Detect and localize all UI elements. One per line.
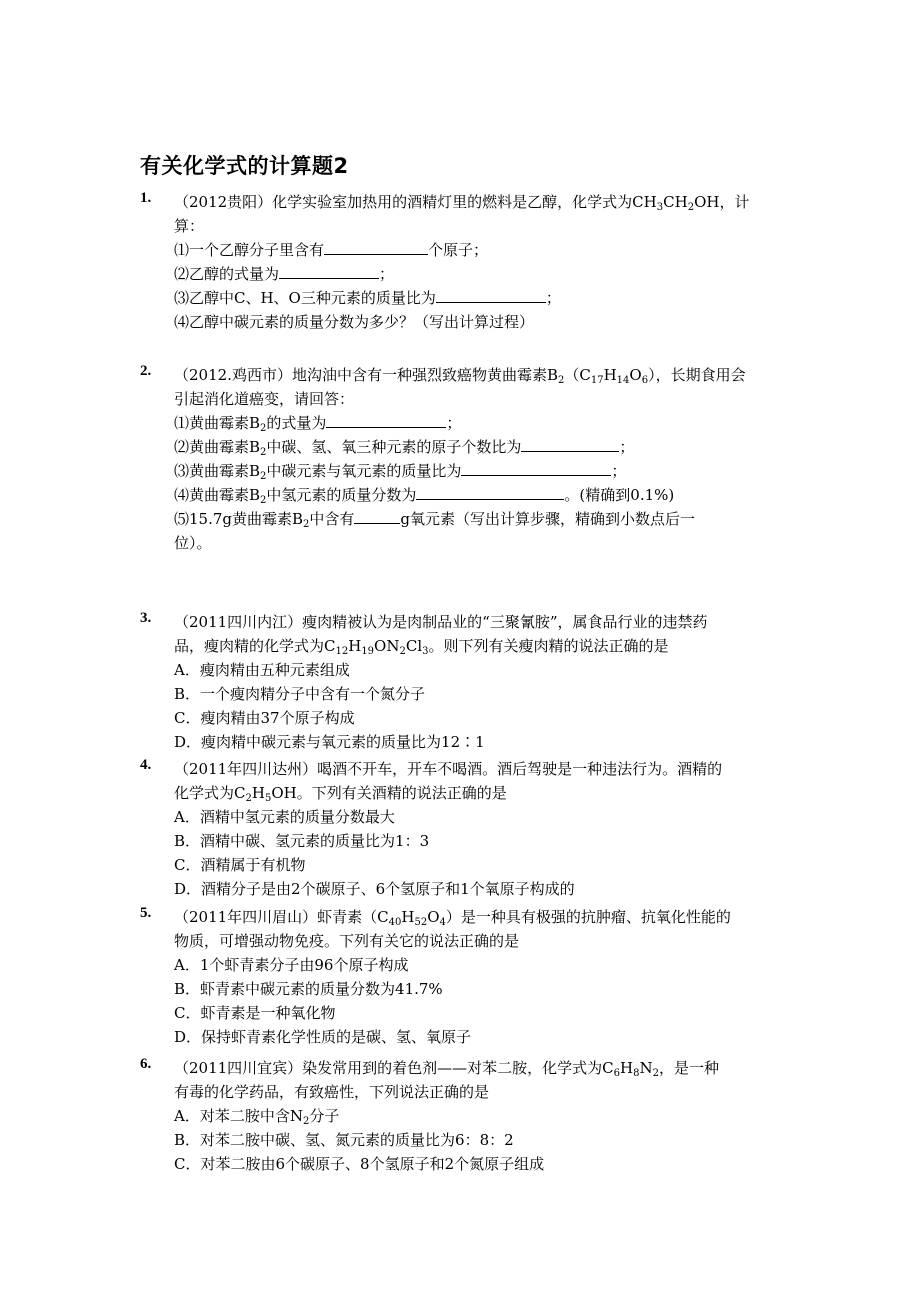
sub-question-1: ⑴一个乙醇分子里含有 个原子； bbox=[174, 241, 489, 259]
question-2 bbox=[140, 363, 785, 555]
answer-blank[interactable] bbox=[416, 485, 564, 500]
question-stem-cont: 品，瘦肉精的化学式为$C_{12}H_{19}ON_2Cl_3$。则下列有关瘦肉精的说法正确的是 bbox=[174, 637, 669, 657]
question-stem-cont: 有毒的化学药品，有致癌性，下列说法正确的是 bbox=[174, 1083, 490, 1101]
sub-question-5-cont: 位）。 bbox=[174, 534, 212, 552]
answer-blank[interactable] bbox=[326, 413, 446, 428]
question-stem-cont: 化学式为$C_2H_5OH$。下列有关酒精的说法正确的是 bbox=[174, 784, 507, 804]
option-a[interactable]: A．瘦肉精由五种元素组成 bbox=[174, 661, 350, 679]
option-c[interactable]: C．瘦肉精由37个原子构成 bbox=[174, 709, 355, 727]
question-1 bbox=[140, 190, 785, 334]
sub-question-5: ⑸15.7g黄曲霉素$B_2$中含有 g氧元素（写出计算步骤，精确到小数点后一 bbox=[174, 510, 696, 530]
sub-question-1: ⑴黄曲霉素$B_2$的式量为 ； bbox=[174, 414, 462, 434]
option-a[interactable]: A．1个虾青素分子由96个原子构成 bbox=[174, 956, 409, 974]
option-a[interactable]: A．酒精中氢元素的质量分数最大 bbox=[174, 808, 395, 826]
option-d[interactable]: D．酒精分子是由2个碳原子、6个氢原子和1个氧原子构成的 bbox=[174, 880, 575, 898]
sub-question-2: ⑵乙醇的式量为 ； bbox=[174, 265, 395, 283]
question-stem: （2011年四川达州）喝酒不开车，开车不喝酒。酒后驾驶是一种违法行为。酒精的 bbox=[174, 760, 723, 778]
option-b[interactable]: B．酒精中碳、氢元素的质量比为1：3 bbox=[174, 832, 430, 850]
sub-question-4: ⑷乙醇中碳元素的质量分数为多少？（写出计算过程） bbox=[174, 313, 535, 331]
question-stem: （2012贵阳）化学实验室加热用的酒精灯里的燃料是乙醇，化学式为$CH_3CH_2OH$，计 bbox=[174, 193, 750, 213]
option-c[interactable]: C．虾青素是一种氧化物 bbox=[174, 1004, 336, 1022]
question-5 bbox=[140, 905, 785, 1049]
answer-blank[interactable] bbox=[461, 461, 611, 476]
question-number: 6. bbox=[140, 1056, 152, 1072]
sub-question-3: ⑶乙醇中C、H、O三种元素的质量比为 ； bbox=[174, 289, 561, 307]
question-number: 3. bbox=[140, 610, 152, 626]
question-number: 4. bbox=[140, 757, 152, 773]
question-6 bbox=[140, 1056, 785, 1176]
question-stem: （2011年四川眉山）虾青素$(C_{40}H_{52}O_4)$是一种具有极强的抗肿瘤、抗氧化性能的 bbox=[174, 908, 731, 928]
question-stem: （2012.鸡西市）地沟油中含有一种强烈致癌物黄曲霉素$B_2(C_{17}H_{14}O_6)$，长期食用会 bbox=[174, 366, 746, 386]
option-d[interactable]: D．保持虾青素化学性质的是碳、氢、氧原子 bbox=[174, 1028, 472, 1046]
answer-blank[interactable] bbox=[324, 240, 428, 255]
question-stem: （2011四川内江）瘦肉精被认为是肉制品业的“三聚氰胺”，属食品行业的违禁药 bbox=[174, 613, 708, 631]
sub-question-3: ⑶黄曲霉素$B_2$中碳元素与氧元素的质量比为 ； bbox=[174, 462, 627, 482]
answer-blank[interactable] bbox=[279, 264, 379, 279]
answer-blank[interactable] bbox=[354, 509, 400, 524]
option-b[interactable]: B．一个瘦肉精分子中含有一个氮分子 bbox=[174, 685, 426, 703]
question-stem-cont: 引起消化道癌变，请回答： bbox=[174, 390, 355, 408]
option-c[interactable]: C．对苯二胺由6个碳原子、8个氢原子和2个氮原子组成 bbox=[174, 1155, 545, 1173]
option-c[interactable]: C．酒精属于有机物 bbox=[174, 856, 306, 874]
option-d[interactable]: D．瘦肉精中碳元素与氧元素的质量比为12∶1 bbox=[174, 733, 485, 751]
option-a[interactable]: A．对苯二胺中含$N_2$分子 bbox=[174, 1107, 340, 1127]
question-3 bbox=[140, 610, 785, 754]
option-b[interactable]: B．对苯二胺中碳、氢、氮元素的质量比为6：8：2 bbox=[174, 1131, 514, 1149]
answer-blank[interactable] bbox=[521, 437, 619, 452]
answer-blank[interactable] bbox=[436, 288, 546, 303]
question-number: 2. bbox=[140, 363, 152, 379]
sub-question-4: ⑷黄曲霉素$B_2$中氢元素的质量分数为 。(精确到0.1%) bbox=[174, 486, 675, 506]
question-stem-cont: 算： bbox=[174, 217, 205, 235]
question-number: 1. bbox=[140, 190, 152, 206]
question-stem-cont: 物质，可增强动物免疫。下列有关它的说法正确的是 bbox=[174, 932, 520, 950]
question-number: 5. bbox=[140, 905, 152, 921]
sub-question-2: ⑵黄曲霉素$B_2$中碳、氢、氧三种元素的原子个数比为 ； bbox=[174, 438, 635, 458]
option-b[interactable]: B．虾青素中碳元素的质量分数为41.7% bbox=[174, 980, 443, 998]
question-stem: （2011四川宜宾）染发常用到的着色剂——对苯二胺，化学式为$C_6H_8N_2$，是一种 bbox=[174, 1059, 720, 1079]
question-4 bbox=[140, 757, 785, 901]
page-title: 有关化学式的计算题2 bbox=[140, 154, 349, 178]
